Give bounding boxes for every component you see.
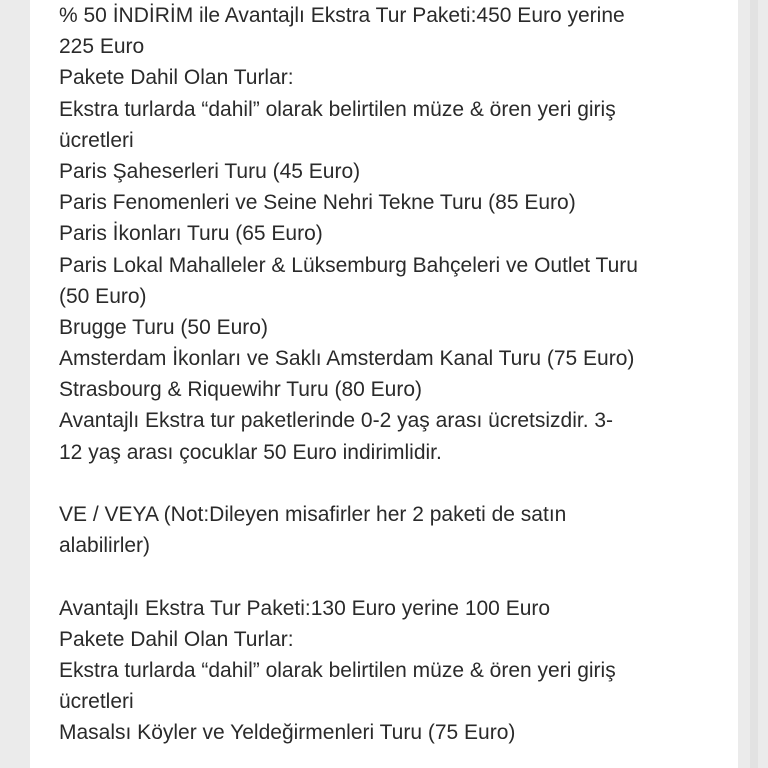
tour-item: Strasbourg & Riquewihr Turu (80 Euro) <box>59 378 422 402</box>
tour-item: Brugge Turu (50 Euro) <box>59 315 268 339</box>
entry-fees-note-cont: ücretleri <box>59 128 134 152</box>
tour-item: Masalsı Köyler ve Yeldeğirmenleri Turu (75 Euro) <box>59 721 516 745</box>
scrollbar[interactable] <box>750 0 758 768</box>
entry-fees-note: Ekstra turlarda “dahil” olarak belirtilen müze & ören yeri giriş <box>59 97 616 121</box>
included-tours-heading: Pakete Dahil Olan Turlar: <box>59 66 294 90</box>
spacer <box>59 468 719 499</box>
included-tours-heading: Pakete Dahil Olan Turlar: <box>59 627 294 651</box>
package-1-title-cont: 225 Euro <box>59 35 145 59</box>
entry-fees-note-cont: ücretleri <box>59 690 134 714</box>
entry-fees-note: Ekstra turlarda “dahil” olarak belirtilen müze & ören yeri giriş <box>59 658 616 682</box>
tour-item: Amsterdam İkonları ve Saklı Amsterdam Kanal Turu (75 Euro) <box>59 347 635 371</box>
tour-item: Paris İkonları Turu (65 Euro) <box>59 222 323 246</box>
tour-item: Paris Şaheserleri Turu (45 Euro) <box>59 159 361 183</box>
tour-item: Paris Lokal Mahalleler & Lüksemburg Bahçeleri ve Outlet Turu <box>59 253 638 277</box>
tour-item-cont: (50 Euro) <box>59 284 147 308</box>
child-pricing-note: Avantajlı Ekstra tur paketlerinde 0-2 yaş arası ücretsizdir. 3- <box>59 409 614 433</box>
and-or-note: VE / VEYA (Not:Dileyen misafirler her 2 paketi de satın <box>59 503 567 526</box>
package-2-title: Avantajlı Ekstra Tur Paketi:130 Euro yerine 100 Euro <box>59 596 551 620</box>
child-pricing-note-cont: 12 yaş arası çocuklar 50 Euro indirimlidir. <box>59 440 442 464</box>
package-1-title: % 50 İNDİRİM ile Avantajlı Ekstra Tur Paketi:450 Euro yerine <box>59 4 625 27</box>
spacer <box>59 561 719 592</box>
and-or-note-cont: alabilirler) <box>59 534 151 558</box>
tour-item: Paris Fenomenleri ve Seine Nehri Tekne Turu (85 Euro) <box>59 191 576 215</box>
tour-package-text <box>59 0 719 749</box>
